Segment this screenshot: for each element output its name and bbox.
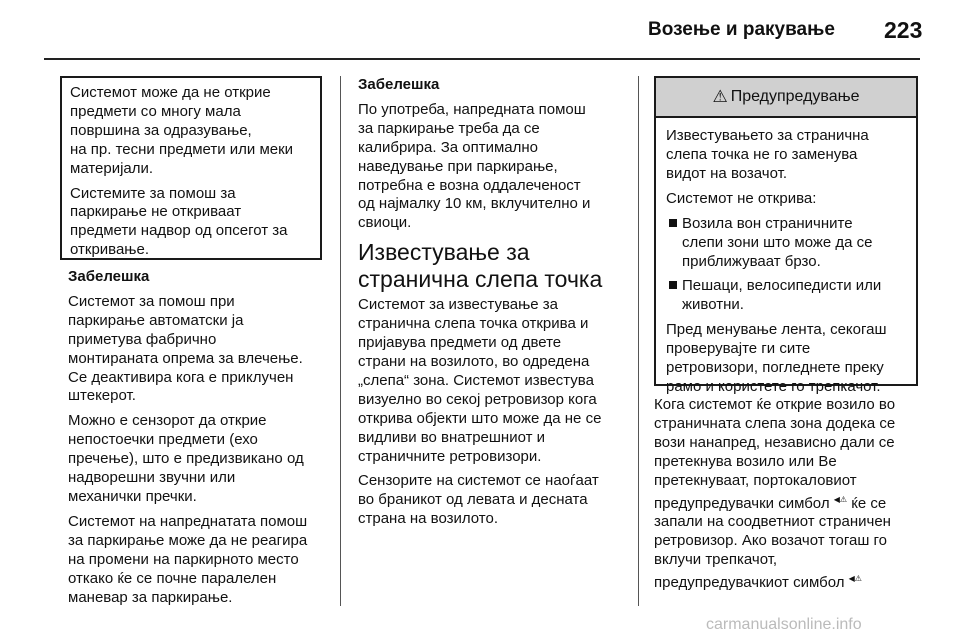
warning-paragraph: Известувањето за странична слепа точка не го заменува видот на возачот. [666,127,869,182]
list-item: Пешаци, велосипедисти или животни. [666,276,908,314]
box-paragraph-1: Системот може да не открие предмети со многу мала површина за одразување, на пр. тесни предмети или меки материјали. [70,84,294,177]
box-paragraph-2: Системите за помош за паркирање не откриваат предмети надвор од опсегот за откривање. [70,184,288,259]
warning-paragraph: Пред менување лента, секогаш проверувајте ги сите ретровизори, погледнете преку рамо и користете го трепкачот. [666,321,887,395]
column-3-text [654,396,924,599]
list-item: Возила вон страничните слепи зони што може да се приближуваат брзо. [666,214,908,271]
blind-spot-icon: ◀⚠ [833,494,848,504]
paragraph: Сензорите на системот се наоѓаат во браникот од левата и десната страна на возилото. [358,472,599,528]
column-divider-1 [340,76,341,606]
warning-paragraph: Системот не открива: [666,190,817,207]
warning-title: Предупредување [730,88,860,105]
column-2-text [358,76,630,535]
warning-list [666,214,908,314]
note-title: Забелешка [358,76,440,93]
paragraph: Кога системот ќе открие возило во страничната слепа зона додека се вози нанапред, независно дали се претекнува возило или Ве претекнуваат, портокаловиот предупредувачки симбол ◀⚠ ќе се запали на соодветниот страничен ретровизор. Ако возачот тогаш го вклучи трепкачот, предупредувачкиот симбол ◀⚠ [654,396,896,592]
note-title: Забелешка [68,268,150,285]
page-number: 223 [884,17,923,43]
column-1-text [68,268,330,613]
watermark: carmanualsonline.info [706,616,862,633]
page-header [0,0,960,60]
paragraph: Можно е сензорот да открие непостоечки предмети (ехо пречење), што е предизвикано од надворешни звучни или механички пречки. [68,412,304,505]
note-paragraph: Системот за помош при паркирање автоматски ја приметува фабрично монтираната опрема за влечење. Се деактивира кога е приклучен штекерот. [68,292,303,405]
warning-body [656,118,916,396]
header-title: Возење и ракување [648,19,835,40]
header-rule [44,58,920,60]
section-heading: Известување за странична слепа точка [358,239,603,293]
info-box [60,76,322,260]
warning-header [656,78,916,118]
note-paragraph: По употреба, напредната помош за паркирање треба да се калибрира. За оптимално наведување при паркирање, потребна е возна оддалеченост од најмалку 10 км, вклучително и свиоци. [358,100,591,232]
paragraph: Системот на напреднатата помош за паркирање може да не реагира на промени на паркирното место откако ќе се почне паралелен маневар за паркирање. [68,512,308,606]
paragraph: Системот за известување за странична слепа точка открива и пријавува предмети од двете страни на возилото, во одредена „слепа“ зона. Системот известува визуелно во секој ретровизор кога открива објекти што може да не се видливи во внатрешниот и страничните ретровизори. [358,296,602,465]
column-divider-2 [638,76,639,606]
blind-spot-icon: ◀⚠ [848,574,862,584]
warning-box [654,76,918,395]
warning-triangle-icon: ⚠ [712,87,728,106]
